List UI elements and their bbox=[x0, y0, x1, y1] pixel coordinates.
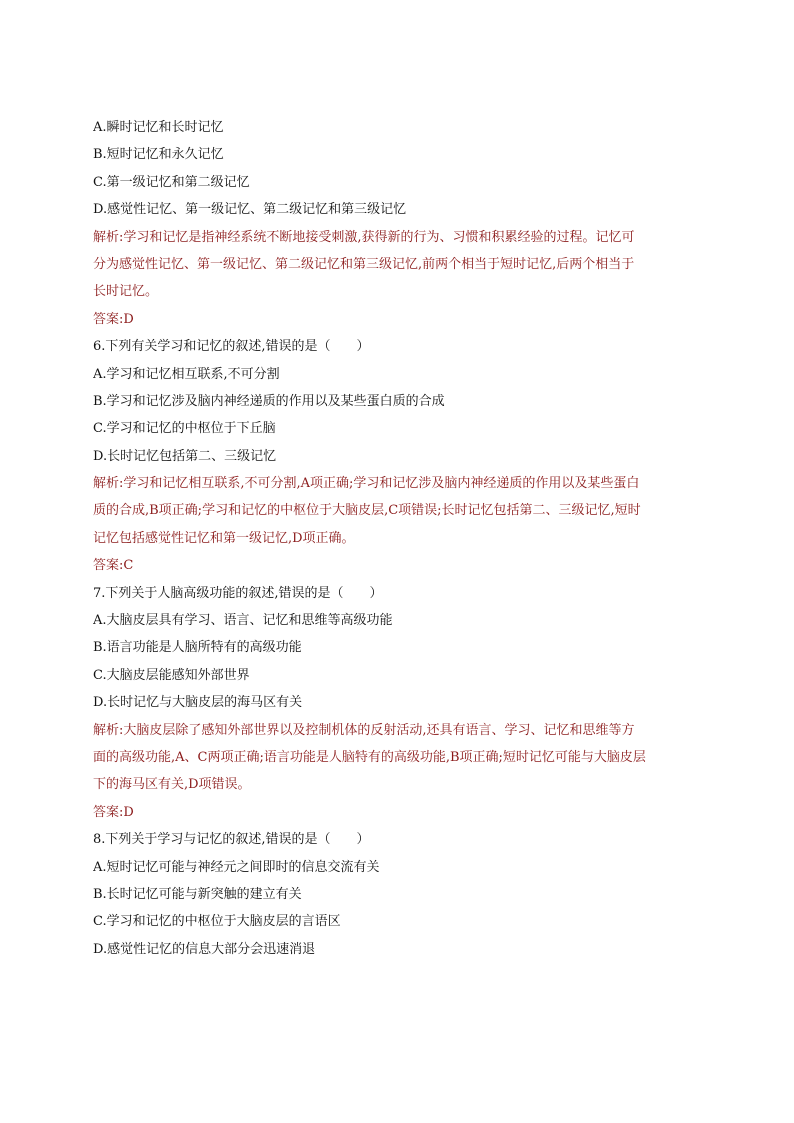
q7-answer: 答案:D bbox=[93, 804, 134, 820]
q8-option-b: B.长时记忆可能与新突触的建立有关 bbox=[93, 886, 302, 902]
q5-analysis-line-2: 分为感觉性记忆、第一级记忆、第二级记忆和第三级记忆,前两个相当于短时记忆,后两个相当于 bbox=[93, 256, 635, 272]
q8-stem: 8.下列关于学习与记忆的叙述,错误的是（ ） bbox=[93, 832, 370, 848]
q6-answer: 答案:C bbox=[93, 558, 134, 574]
q7-analysis-line-2: 面的高级功能,A、C两项正确;语言功能是人脑特有的高级功能,B项正确;短时记忆可能与大脑皮层 bbox=[93, 749, 646, 765]
q6-stem: 6.下列有关学习和记忆的叙述,错误的是（ ） bbox=[93, 339, 370, 355]
q6-option-c: C.学习和记忆的中枢位于下丘脑 bbox=[93, 421, 276, 437]
q7-option-a: A.大脑皮层具有学习、语言、记忆和思维等高级功能 bbox=[93, 613, 393, 629]
q8-option-d: D.感觉性记忆的信息大部分会迅速消退 bbox=[93, 941, 316, 957]
q6-analysis-line-2: 质的合成,B项正确;学习和记忆的中枢位于大脑皮层,C项错误;长时记忆包括第二、三级记忆,短时 bbox=[93, 503, 641, 519]
q8-option-c: C.学习和记忆的中枢位于大脑皮层的言语区 bbox=[93, 914, 341, 930]
q5-option-b: B.短时记忆和永久记忆 bbox=[93, 147, 224, 163]
q7-option-b: B.语言功能是人脑所特有的高级功能 bbox=[93, 640, 302, 656]
q6-analysis-line-1: 解析:学习和记忆相互联系,不可分割,A项正确;学习和记忆涉及脑内神经递质的作用以及某些蛋白 bbox=[93, 476, 640, 492]
q5-option-a: A.瞬时记忆和长时记忆 bbox=[93, 120, 224, 135]
q5-analysis-line-1: 解析:学习和记忆是指神经系统不断地接受刺激,获得新的行为、习惯和积累经验的过程。记忆可 bbox=[93, 229, 635, 245]
q7-option-d: D.长时记忆与大脑皮层的海马区有关 bbox=[93, 695, 303, 711]
q5-answer: 答案:D bbox=[93, 311, 134, 327]
document-page bbox=[93, 114, 708, 963]
q5-option-d: D.感觉性记忆、第一级记忆、第二级记忆和第三级记忆 bbox=[93, 202, 407, 218]
q7-analysis-line-3: 下的海马区有关,D项错误。 bbox=[93, 777, 251, 793]
q5-option-c: C.第一级记忆和第二级记忆 bbox=[93, 174, 250, 190]
q7-stem: 7.下列关于人脑高级功能的叙述,错误的是（ ） bbox=[93, 585, 383, 601]
q8-option-a: A.短时记忆可能与神经元之间即时的信息交流有关 bbox=[93, 859, 380, 875]
q6-analysis-line-3: 记忆包括感觉性记忆和第一级记忆,D项正确。 bbox=[93, 530, 355, 546]
q6-option-b: B.学习和记忆涉及脑内神经递质的作用以及某些蛋白质的合成 bbox=[93, 393, 445, 409]
q7-option-c: C.大脑皮层能感知外部世界 bbox=[93, 667, 250, 683]
q6-option-d: D.长时记忆包括第二、三级记忆 bbox=[93, 448, 277, 464]
q7-analysis-line-1: 解析:大脑皮层除了感知外部世界以及控制机体的反射活动,还具有语言、学习、记忆和思维等方 bbox=[93, 722, 635, 738]
q5-analysis-line-3: 长时记忆。 bbox=[93, 284, 159, 300]
q6-option-a: A.学习和记忆相互联系,不可分割 bbox=[93, 366, 280, 382]
